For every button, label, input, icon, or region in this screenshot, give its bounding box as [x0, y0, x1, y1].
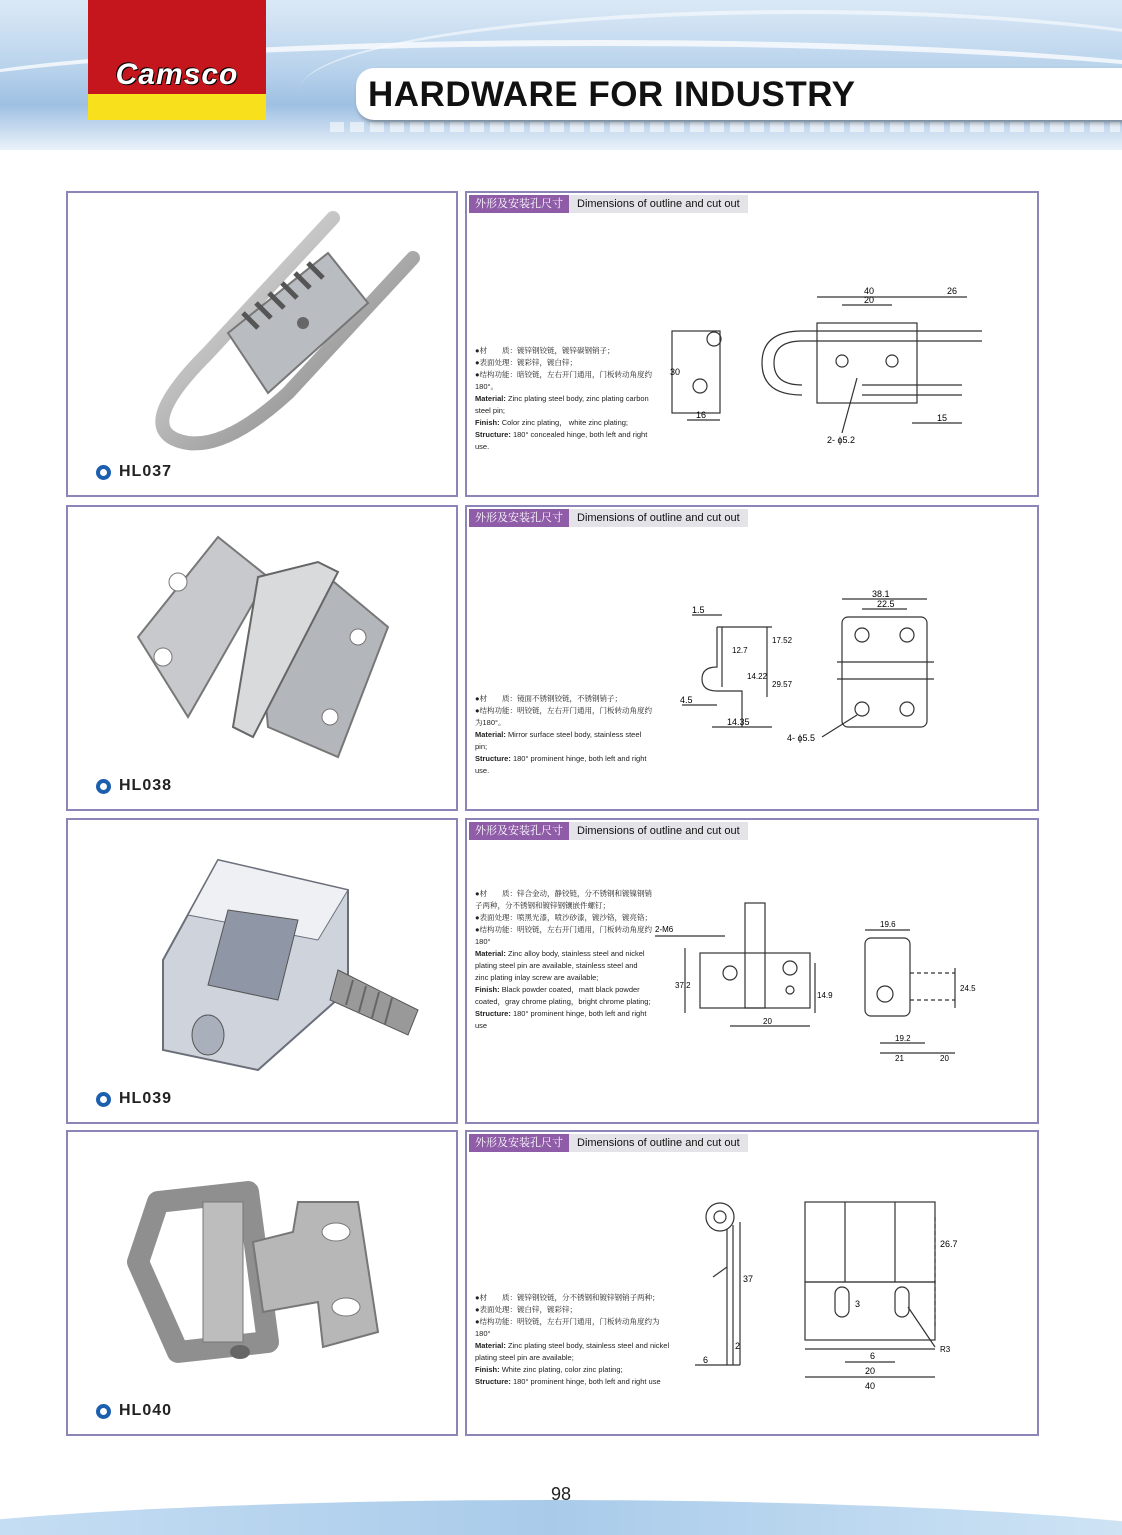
spec-panel-hl039	[465, 818, 1039, 1124]
spec-panel-hl038	[465, 505, 1039, 811]
svg-text:17.52: 17.52	[772, 636, 793, 645]
page-title: HARDWARE FOR INDUSTRY	[368, 75, 856, 114]
hinge-hl040-image	[68, 1132, 456, 1434]
title-banner	[356, 68, 1122, 120]
svg-text:3: 3	[855, 1299, 861, 1309]
model-label-hl037: HL037	[96, 463, 172, 481]
model-label-hl038: HL038	[96, 777, 172, 795]
dimension-drawing-hl040	[695, 1187, 995, 1402]
svg-text:40: 40	[865, 1381, 876, 1391]
svg-text:40: 40	[864, 286, 875, 296]
svg-text:37.2: 37.2	[675, 981, 691, 990]
svg-text:14.35: 14.35	[727, 717, 750, 727]
section-header: 外形及安装孔尺寸 Dimensions of outline and cut out	[469, 195, 748, 213]
brand-logo	[88, 0, 266, 120]
svg-text:20: 20	[865, 1366, 876, 1376]
section-header: 外形及安装孔尺寸 Dimensions of outline and cut out	[469, 822, 748, 840]
product-photo-hl040	[66, 1130, 458, 1436]
svg-text:2- ϕ5.2: 2- ϕ5.2	[827, 435, 856, 445]
hinge-hl037-image	[68, 193, 456, 495]
svg-text:19.2: 19.2	[895, 1034, 911, 1043]
dimension-drawing-hl039	[655, 898, 985, 1073]
svg-text:14.9: 14.9	[817, 991, 833, 1000]
svg-text:4.5: 4.5	[680, 695, 693, 705]
svg-text:30: 30	[670, 367, 681, 377]
spec-panel-hl037	[465, 191, 1039, 497]
svg-text:4- ϕ5.5: 4- ϕ5.5	[787, 733, 816, 743]
svg-text:2-M6: 2-M6	[655, 925, 674, 934]
svg-text:20: 20	[763, 1017, 772, 1026]
svg-text:1.5: 1.5	[692, 605, 705, 615]
svg-text:26.7: 26.7	[940, 1239, 958, 1249]
svg-text:12.7: 12.7	[732, 646, 748, 655]
svg-text:2: 2	[735, 1341, 741, 1351]
svg-text:15: 15	[937, 413, 948, 423]
svg-text:20: 20	[940, 1054, 949, 1063]
svg-text:16: 16	[696, 410, 707, 420]
svg-text:22.5: 22.5	[877, 599, 895, 609]
dimension-drawing-hl038	[672, 587, 972, 757]
section-header: 外形及安装孔尺寸 Dimensions of outline and cut out	[469, 509, 748, 527]
model-label-hl039: HL039	[96, 1090, 172, 1108]
hinge-hl038-image	[68, 507, 456, 809]
page-number: 98	[550, 1484, 572, 1504]
dimension-drawing-hl037	[662, 283, 982, 453]
brand-name: Camsco	[115, 58, 239, 91]
product-photo-hl038	[66, 505, 458, 811]
spec-description: ●材 质：锌合金动，静铰链，分不锈钢和镀镍钢销子两种，分不锈钢和镀锌钢镶嵌件螺钉； ●表面处理：喷黑光漆，喷沙砂漆，镀沙铬，镀亮铬； ●结构功能：明铰链，左右开门通用，门板转动角度约180° Material: Zinc alloy body, stainless steel and nickel plating steel pin are available, stainless steel and zinc plating inlay screw are available; Finish: Black powder coated，matt black powder coated，gray chrome plating，bright chrome plating; Structure: 180° prominent hinge, both left and right use	[475, 889, 653, 1030]
svg-text:20: 20	[864, 295, 875, 305]
svg-text:21: 21	[895, 1054, 904, 1063]
hinge-hl039-image	[68, 820, 456, 1122]
svg-text:6: 6	[703, 1355, 709, 1365]
circle-bullet-icon	[96, 465, 111, 480]
spec-panel-hl040	[465, 1130, 1039, 1436]
svg-text:R3: R3	[940, 1345, 951, 1354]
circle-bullet-icon	[96, 779, 111, 794]
circle-bullet-icon	[96, 1092, 111, 1107]
section-header: 外形及安装孔尺寸 Dimensions of outline and cut out	[469, 1134, 748, 1152]
product-photo-hl037	[66, 191, 458, 497]
spec-description: ●材 质：镜面不锈钢铰链，不锈钢销子； ●结构功能：明铰链，左右开门通用，门板转动角度约为180°。 Material: Mirror surface steel body, stainless steel pin; Structure: 180° prominent hinge, both left and right use.	[475, 694, 653, 775]
svg-text:38.1: 38.1	[872, 589, 890, 599]
svg-text:14.22: 14.22	[747, 672, 768, 681]
model-label-hl040: HL040	[96, 1402, 172, 1420]
product-photo-hl039	[66, 818, 458, 1124]
spec-description: ●材 质：镀锌钢铰链，分不锈钢和镀锌钢销子两种； ●表面处理：镀白锌，镀彩锌； ●结构功能：明铰链，左右开门通用，门板转动角度约为180° Material: Zinc plating steel body, stainless steel and nickel plating steel pin are available; Finish: White zinc plating, color zinc plating; Structure: 180° prominent hinge, both left and right use	[475, 1293, 670, 1386]
svg-text:37: 37	[743, 1274, 754, 1284]
svg-text:24.5: 24.5	[960, 984, 976, 993]
svg-text:6: 6	[870, 1351, 876, 1361]
svg-text:26: 26	[947, 286, 958, 296]
svg-text:19.6: 19.6	[880, 920, 896, 929]
svg-text:29.57: 29.57	[772, 680, 793, 689]
circle-bullet-icon	[96, 1404, 111, 1419]
spec-description: ●材 质：镀锌钢铰链，镀锌碳钢销子； ●表面处理：镀彩锌，镀白锌； ●结构功能：暗铰链，左右开门通用，门板转动角度约180°。 Material: Zinc plating steel body, zinc plating carbon steel pin; Finish: Color zinc plating， white zinc plating; Structure: 180° concealed hinge, both left and right use.	[475, 346, 653, 451]
